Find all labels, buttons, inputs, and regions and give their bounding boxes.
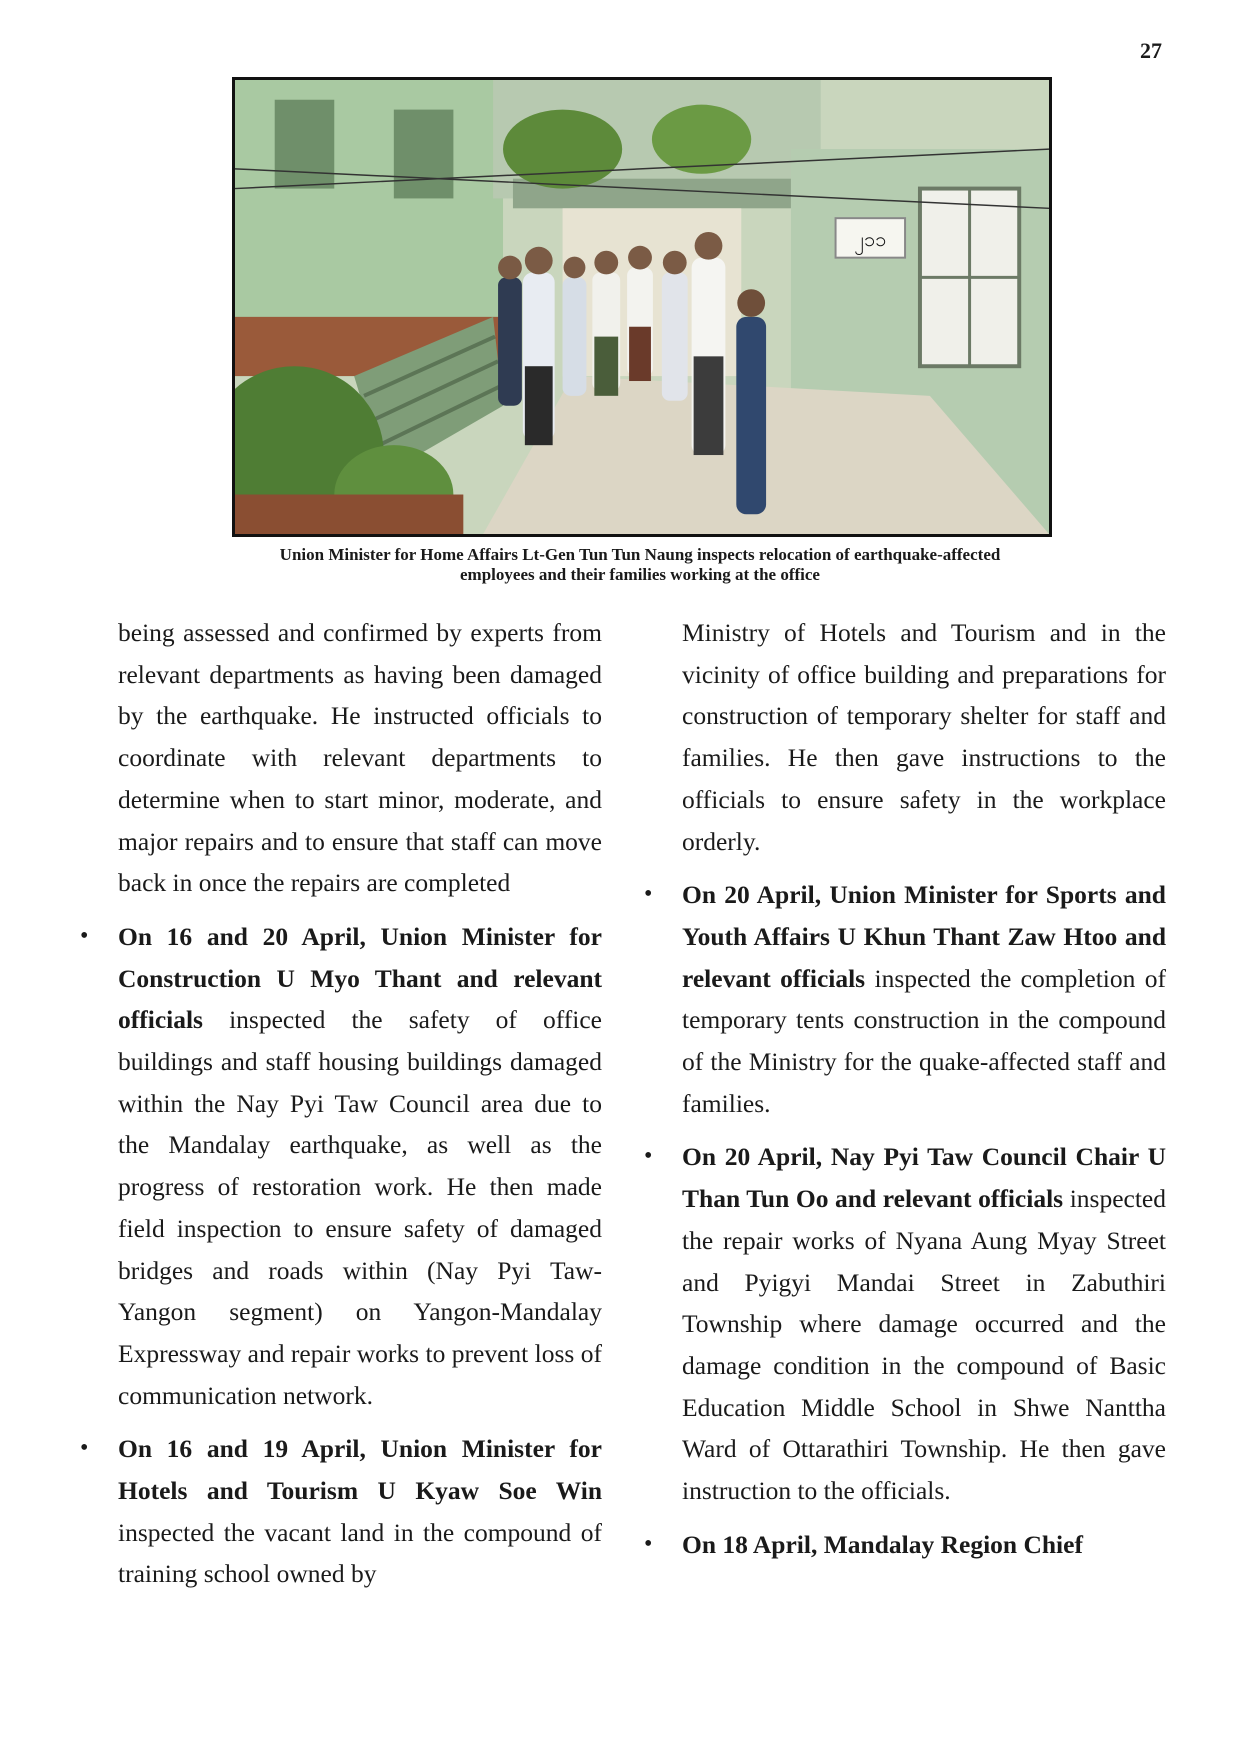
caption-line-2: employees and their families working at the office (460, 565, 820, 584)
bullet-lead-bold: On 16 and 19 April, Union Minister for Hotels and Tourism U Kyaw Soe Win (118, 1434, 602, 1506)
list-item (118, 916, 602, 1416)
right-column (682, 612, 1166, 1565)
list-item (118, 1428, 602, 1595)
bullet-lead-bold: On 20 April, Nay Pyi Taw Council Chair U Than Tun Oo and relevant officials (682, 1142, 1166, 1214)
bullet-lead-bold: On 18 April, Mandalay Region Chief (682, 1529, 1083, 1559)
bullet-body: inspected the safety of office buildings and staff housing buildings damaged within the Nay Pyi Taw Council area due to the Mandalay earthquake, as well as the progress of restoration work. He then made field inspection to ensure safety of damaged bridges and roads within (Nay Pyi Taw-Yangon segment) on Yangon-Mandalay Expressway and repair works to prevent loss of communication network. (118, 1005, 602, 1410)
right-bullet-list (682, 874, 1166, 1565)
bullet-lead-bold: On 20 April, Union Minister for Sports and Youth Affairs U Khun Thant Zaw Htoo and relevant officials (682, 880, 1166, 993)
list-item (682, 1136, 1166, 1511)
bullet-body: inspected the completion of temporary tents construction in the compound of the Ministry for the quake-affected staff and families. (682, 963, 1167, 1118)
bullet-body: inspected the repair works of Nyana Aung Myay Street and Pyigyi Mandai Street in Zabuthiri Township where damage occurred and the damage condition in the compound of Basic Education Middle School in Shwe Nanttha Ward of Ottarathiri Township. He then gave instruction to the officials. (682, 1184, 1166, 1506)
list-item (682, 874, 1166, 1124)
left-column (118, 612, 602, 1595)
photo-caption (150, 545, 1130, 585)
news-photo (232, 77, 1052, 537)
left-intro-paragraph: being assessed and confirmed by experts from relevant departments as having been damaged by the earthquake. He instructed officials to coordinate with relevant departments to determine when to start minor, moderate, and major repairs and to ensure that staff can move back in once the repairs are completed (118, 618, 602, 898)
list-item (682, 1524, 1166, 1566)
page-number: 27 (1140, 38, 1162, 63)
right-intro-paragraph: Ministry of Hotels and Tourism and in the vicinity of office building and preparations for construction of temporary shelter for staff and families. He then gave instructions to the officials to ensure safety in the workplace orderly. (682, 618, 1166, 856)
left-bullet-list (118, 916, 602, 1595)
wall-sign-text: ၂၁၁ (854, 227, 887, 251)
bullet-body: inspected the vacant land in the compound of training school owned by (118, 1517, 602, 1589)
caption-line-1: Union Minister for Home Affairs Lt-Gen Tun Tun Naung inspects relocation of earthquake-affected (279, 545, 1001, 564)
bullet-lead-bold: On 16 and 20 April, Union Minister for Construction U Myo Thant and relevant officials (118, 921, 602, 1035)
